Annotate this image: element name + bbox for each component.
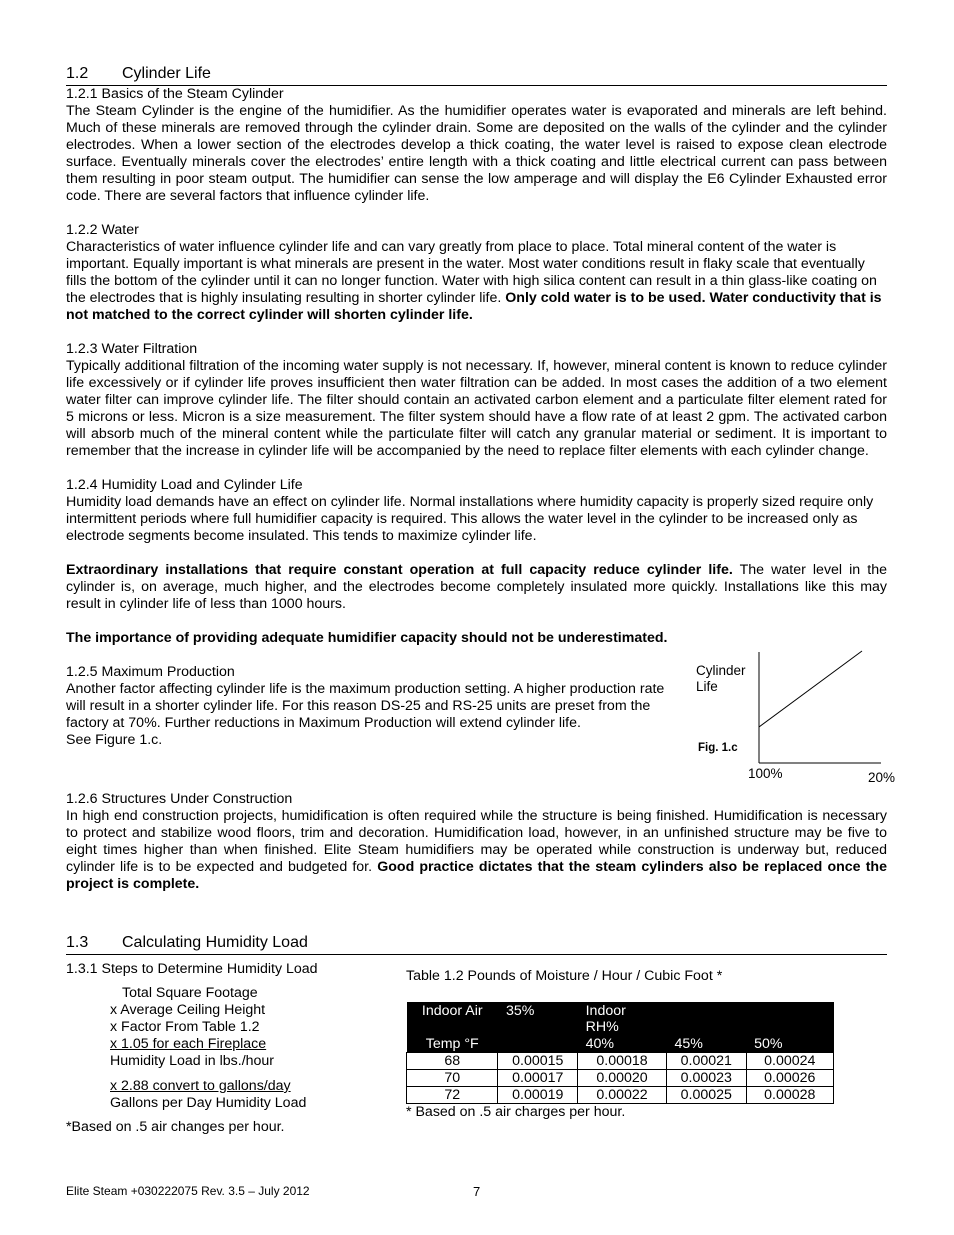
page-number: 7: [473, 1184, 481, 1199]
header-cell: 35%: [498, 1002, 578, 1035]
step-line: Humidity Load in lbs./hour: [110, 1053, 275, 1069]
steps-note: *Based on .5 air changes per hour.: [66, 1119, 285, 1135]
section-title: Cylinder Life: [122, 65, 211, 82]
table-cell: 0.00021: [666, 1053, 746, 1070]
section-number: 1.2: [66, 65, 89, 82]
importance-statement: The importance of providing adequate humidifier capacity should not be underestimated.: [66, 630, 668, 646]
paragraph-1-2-3: Typically additional filtration of the incoming water supply is not necessary. If, however, mineral content is known to reduce cylinder life excessively or if cylinder life proves insufficient then water filtration can be added. In most cases the addition of a two element water filter can improve cylinder life. The filter should contain an activated carbon element and a particulate filter element rated for 5 microns or less. Micron is a size measurement. The filter system should have a flow rate of at least 2 gpm. The activated carbon will absorb much of the mineral content while the particulate filter will catch any granular material or sediment. It is important to remember that the increase in cylinder life will be accompanied by the need to replace filter elements with each cylinder change.: [66, 358, 887, 459]
table-row: [407, 1070, 834, 1087]
figure-caption: Fig. 1.c: [698, 742, 738, 754]
table-cell: 0.00018: [578, 1053, 667, 1070]
bold-statement: Good practice dictates that the steam cylinders also be replaced once the project is complete.: [66, 859, 887, 892]
subheading-1-2-5: 1.2.5 Maximum Production: [66, 664, 235, 680]
table-cell: 0.00024: [746, 1053, 833, 1070]
table-cell: 0.00022: [578, 1087, 667, 1104]
subheading-1-2-4: 1.2.4 Humidity Load and Cylinder Life: [66, 477, 303, 493]
section-heading-1-3: [66, 933, 887, 955]
header-cell: [666, 1002, 746, 1035]
table-caption: Table 1.2 Pounds of Moisture / Hour / Cubic Foot *: [406, 968, 723, 984]
table-note: * Based on .5 air charges per hour.: [406, 1104, 626, 1120]
table-cell: 68: [407, 1053, 498, 1070]
paragraph-1-2-4-extra: [66, 562, 887, 613]
x-start-label: 100%: [748, 766, 783, 781]
figure-1c: [696, 647, 896, 791]
step-line: x Factor From Table 1.2: [110, 1019, 260, 1035]
paragraph-text: Characteristics of water influence cylinder life and can vary greatly from place to place. Total mineral content of the water is important. Equally important is what minerals are present in the water. Most water conditions result in flaky scale that eventually fills the bottom of the cylinder until it can no longer function. Water with high silica content can result in a thin glass-like coating on the electrodes that is highly insulating resulting in shorter cylinder life.: [66, 239, 877, 306]
subheading-1-2-2: 1.2.2 Water: [66, 222, 139, 238]
figure-y-label: Cylinder Life: [696, 663, 746, 694]
figure-reference: See Figure 1.c.: [66, 732, 163, 748]
humidity-load-calculation: [66, 961, 887, 1171]
table-cell: 70: [407, 1070, 498, 1087]
step-line: Total Square Footage: [122, 985, 258, 1001]
table-row: [407, 1053, 834, 1070]
calculation-steps: [110, 985, 366, 1112]
section-heading-1-2: [66, 64, 887, 86]
paragraph-1-2-6: [66, 808, 887, 893]
header-cell: [746, 1002, 833, 1035]
table-cell: 0.00020: [578, 1070, 667, 1087]
header-cell: 45%: [666, 1035, 746, 1053]
step-line: x 1.05 for each Fireplace: [110, 1036, 267, 1052]
table-cell: 0.00015: [498, 1053, 578, 1070]
paragraph-1-2-2: [66, 239, 887, 324]
subheading-1-2-6: 1.2.6 Structures Under Construction: [66, 791, 293, 807]
paragraph-text: In high end construction projects, humidification is often required while the structure is being finished. Humidification is necessary to protect and stabilize wood floors, trim and decoration. Humidification load, however, in an unfinished structure may be five to eight times higher than when finished. Elite Steam humidifiers may be operated while construction is underway but, reduced cylinder life is to be expected and budgeted for.: [66, 808, 887, 875]
section-number: 1.3: [66, 934, 89, 951]
x-end-label: 20%: [868, 770, 896, 785]
table-cell: 0.00025: [666, 1087, 746, 1104]
maximum-production-block: [66, 647, 896, 791]
table-cell: 0.00026: [746, 1070, 833, 1087]
paragraph-text: The water level in the cylinder is, on average, much higher, and the electrodes become completely insulated more quickly. Installations like this may result in cylinder life of less than 1000 hours.: [66, 562, 887, 612]
table-cell: 0.00017: [498, 1070, 578, 1087]
table-cell: 72: [407, 1087, 498, 1104]
step-line: x 2.88 convert to gallons/day: [110, 1078, 291, 1094]
table-cell: 0.00028: [746, 1087, 833, 1104]
subheading-1-3-1: 1.3.1 Steps to Determine Humidity Load: [66, 961, 318, 977]
subheading-1-2-1: 1.2.1 Basics of the Steam Cylinder: [66, 86, 284, 102]
page-content: [66, 64, 896, 1171]
paragraph-1-2-5: Another factor affecting cylinder life is the maximum production setting. A higher production rate will result in a shorter cylinder life. For this reason DS-25 and RS-25 units are preset from the factory at 70%. Further reductions in Maximum Production will extend cylinder life.: [66, 681, 665, 731]
header-cell: 50%: [746, 1035, 833, 1053]
subheading-1-2-3: 1.2.3 Water Filtration: [66, 341, 198, 357]
table-row: [407, 1087, 834, 1104]
moisture-table: [406, 1002, 834, 1104]
header-cell: Temp °F: [407, 1035, 498, 1053]
table-header-row: [407, 1002, 834, 1035]
header-cell: Indoor RH%: [578, 1002, 667, 1035]
step-line: Gallons per Day Humidity Load: [110, 1095, 307, 1111]
header-cell: Indoor Air: [407, 1002, 498, 1035]
paragraph-1-2-4: Humidity load demands have an effect on cylinder life. Normal installations where humidity capacity is properly sized require only intermittent periods where full humidifier capacity is required. This allows the water level in the cylinder to be increased only as electrode segments become insulated. This tends to maximize cylinder life.: [66, 494, 874, 544]
table-cell: 0.00019: [498, 1087, 578, 1104]
paragraph-1-2-1: The Steam Cylinder is the engine of the humidifier. As the humidifier operates water is evaporated and minerals are left behind. Much of these minerals are removed through the cylinder drain. Some are deposited on the walls of the cylinder and the cylinder electrodes. When a lower section of the electrodes develop a thick coating, the water level is raised to expose clean electrode surface. Eventually minerals cover the electrodes’ entire length with a thick coating and little electrical current can pass between them resulting in poor steam output. The humidifier can sense the low amperage and will display the E6 Cylinder Exhausted error code. There are several factors that influence cylinder life.: [66, 103, 887, 204]
footer-document-id: Elite Steam +030222075 Rev. 3.5 – July 2012: [66, 1184, 310, 1198]
section-title: Calculating Humidity Load: [122, 934, 308, 951]
header-cell: 40%: [578, 1035, 667, 1053]
bold-warning: Only cold water is to be used. Water conductivity that is not matched to the correct cylinder will shorten cylinder life.: [66, 290, 882, 323]
step-line: x Average Ceiling Height: [110, 1002, 266, 1018]
bold-statement: Extraordinary installations that require constant operation at full capacity reduce cylinder life.: [66, 562, 733, 578]
table-cell: 0.00023: [666, 1070, 746, 1087]
trend-line: [759, 651, 862, 727]
table-header-row: [407, 1035, 834, 1053]
header-cell: [498, 1035, 578, 1053]
